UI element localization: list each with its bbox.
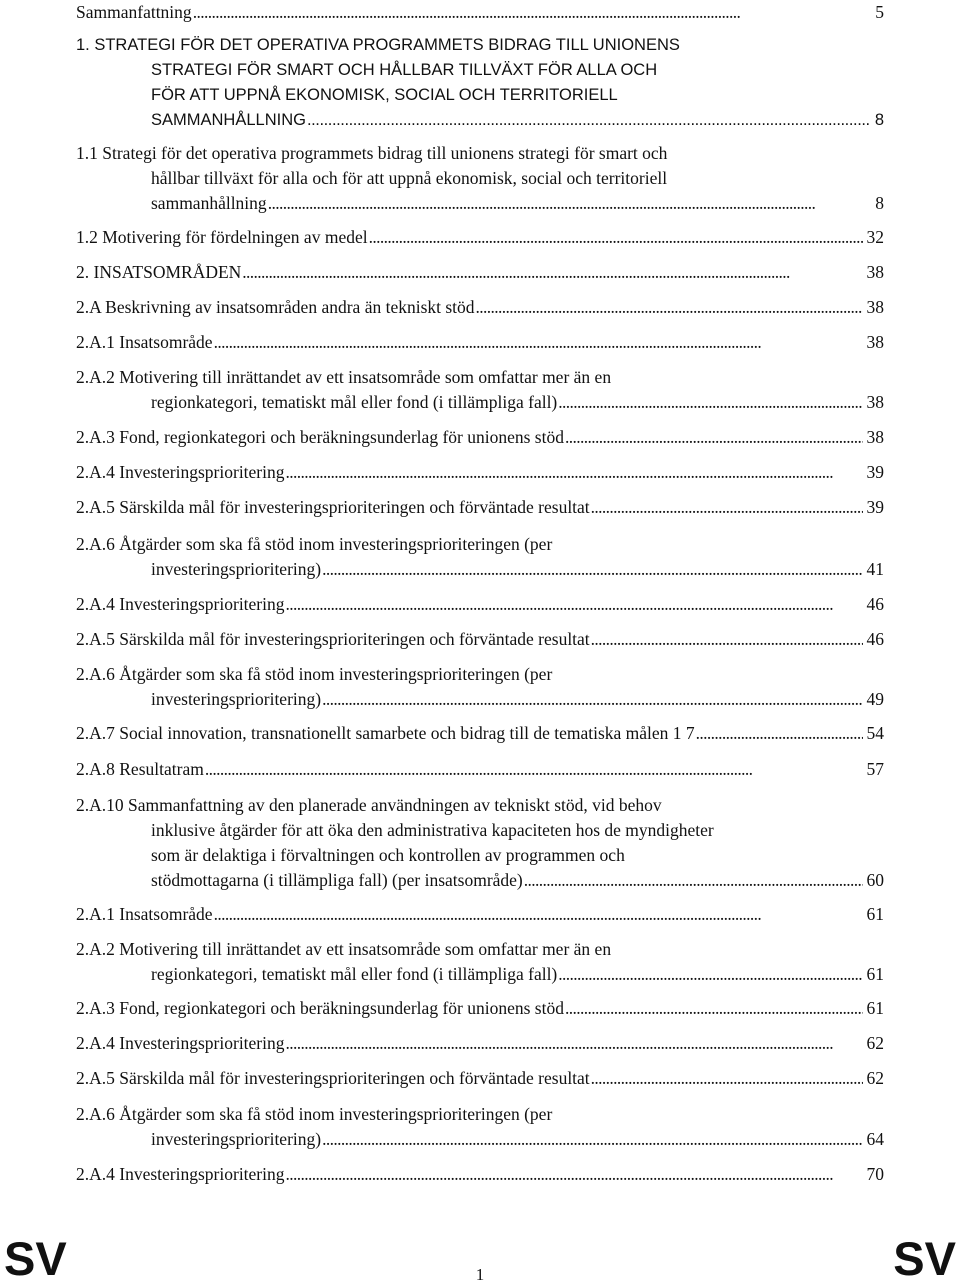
toc-entry-line [76, 58, 884, 83]
toc-entry-line [76, 557, 884, 582]
toc-entry-title: 2.A.2 Motivering till inrättandet av ett insatsområde som omfattar mer än en [76, 939, 612, 959]
toc-entry-line [76, 592, 884, 617]
toc-entry-title: som är delaktiga i förvaltningen och kontrollen av programmen och [151, 845, 625, 865]
toc-entry-line [76, 108, 884, 133]
toc-entry[interactable] [76, 141, 884, 216]
toc-entry-line [76, 902, 884, 927]
toc-leader [205, 757, 863, 782]
toc-entry-line [76, 721, 884, 746]
toc-entry-line [76, 843, 884, 868]
toc-entry[interactable] [76, 33, 884, 133]
toc-leader [591, 627, 863, 652]
toc-entry[interactable] [76, 937, 884, 987]
toc-leader [322, 557, 862, 582]
footer-language-mark-left: SV [4, 1232, 67, 1285]
toc-leader [286, 1031, 863, 1056]
toc-page-number: 46 [866, 629, 884, 649]
toc-entry-line [76, 225, 884, 250]
toc-entry-title: investeringsprioritering) [151, 689, 322, 709]
toc-entry-line [76, 390, 884, 415]
toc-entry-line [76, 868, 884, 893]
toc-leader [591, 1066, 863, 1091]
toc-leader [214, 902, 863, 927]
toc-entry-title: 1.1 Strategi för det operativa programmets bidrag till unionens strategi för smart och [76, 143, 668, 163]
toc-entry-title: investeringsprioritering) [151, 559, 322, 579]
toc-page-number: 8 [874, 111, 884, 129]
toc-page-number: 54 [866, 723, 884, 743]
toc-entry-line [76, 83, 884, 108]
toc-page-number: 61 [866, 964, 884, 984]
toc-leader [286, 460, 863, 485]
toc-entry-title: investeringsprioritering) [151, 1129, 322, 1149]
toc-entry-title: inklusive åtgärder för att öka den administrativa kapaciteten hos de myndigheter [151, 820, 714, 840]
toc-page-number: 62 [866, 1033, 884, 1053]
toc-entry-line [76, 757, 884, 782]
toc-leader [696, 721, 863, 746]
toc-page-number: 38 [866, 262, 884, 282]
toc-entry-line [76, 460, 884, 485]
toc-entry[interactable] [76, 902, 884, 927]
toc-entry-line [76, 627, 884, 652]
toc-leader [565, 425, 863, 450]
toc-leader [322, 687, 862, 712]
toc-page-number: 38 [866, 332, 884, 352]
toc-entry[interactable] [76, 460, 884, 485]
toc-leader [322, 1127, 862, 1152]
toc-entry[interactable] [76, 495, 884, 520]
toc-page-number: 46 [866, 594, 884, 614]
toc-page-number: 60 [866, 870, 884, 890]
toc-leader [268, 191, 872, 216]
toc-entry-line [76, 937, 884, 962]
toc-leader [193, 0, 872, 25]
toc-page-number: 64 [866, 1129, 884, 1149]
toc-page-number: 49 [866, 689, 884, 709]
toc-entry-line [76, 295, 884, 320]
page-number: 1 [475, 1265, 485, 1284]
toc-entry-line [76, 1127, 884, 1152]
toc-entry-line [76, 818, 884, 843]
toc-entry[interactable] [76, 1162, 884, 1187]
toc-entry-title: 2.A.1 Insatsområde [76, 332, 213, 352]
toc-entry-title: 2.A.6 Åtgärder som ska få stöd inom investeringsprioriteringen (per [76, 534, 553, 554]
toc-entry-title: FÖR ATT UPPNÅ EKONOMISK, SOCIAL OCH TERRITORIELL [151, 86, 618, 104]
toc-entry[interactable] [76, 295, 884, 320]
toc-entry-line [76, 425, 884, 450]
toc-entry[interactable] [76, 0, 884, 25]
toc-entry-line [76, 260, 884, 285]
toc-entry-line [76, 1066, 884, 1091]
toc-entry-title: 2.A.1 Insatsområde [76, 904, 213, 924]
toc-leader [214, 330, 863, 355]
toc-entry-title: STRATEGI FÖR SMART OCH HÅLLBAR TILLVÄXT FÖR ALLA OCH [151, 61, 658, 79]
toc-page-number: 62 [866, 1068, 884, 1088]
toc-entry-title: 2.A.5 Särskilda mål för investeringsprioriteringen och förväntade resultat [76, 629, 590, 649]
toc-page-number: 8 [875, 193, 884, 213]
toc-entry-title: 2.A.7 Social innovation, transnationellt samarbete och bidrag till de tematiska målen 1 7 [76, 723, 695, 743]
toc-entry[interactable] [76, 425, 884, 450]
toc-entry-title: sammanhållning [151, 193, 267, 213]
toc-leader [524, 868, 863, 893]
toc-page-number: 41 [866, 559, 884, 579]
toc-entry-title: regionkategori, tematiskt mål eller fond (i tillämpliga fall) [151, 392, 558, 412]
toc-entry[interactable] [76, 1066, 884, 1091]
toc-entry-title: 2.A.6 Åtgärder som ska få stöd inom investeringsprioriteringen (per [76, 664, 553, 684]
toc-page-number: 38 [866, 427, 884, 447]
toc-leader [476, 295, 863, 320]
toc-entry-line [76, 365, 884, 390]
toc-entry[interactable] [76, 225, 884, 250]
toc-page-number: 38 [866, 392, 884, 412]
toc-page-number: 61 [866, 904, 884, 924]
toc-entry-line [76, 141, 884, 166]
toc-entry-title: stödmottagarna (i tillämpliga fall) (per insatsområde) [151, 870, 523, 890]
toc-page-number: 61 [866, 998, 884, 1018]
toc-entry[interactable] [76, 627, 884, 652]
toc-entry-line [76, 996, 884, 1021]
toc-entry[interactable] [76, 793, 884, 893]
toc-leader [558, 390, 862, 415]
toc-entry-title: 2.A.4 Investeringsprioritering [76, 462, 285, 482]
toc-entry-line [76, 532, 884, 557]
toc-entry-line [76, 191, 884, 216]
toc-entry-line [76, 1162, 884, 1187]
toc-entry[interactable] [76, 996, 884, 1021]
toc-entry-title: 2.A.2 Motivering till inrättandet av ett insatsområde som omfattar mer än en [76, 367, 612, 387]
toc-entry[interactable] [76, 532, 884, 582]
toc-entry-title: 2.A.4 Investeringsprioritering [76, 594, 285, 614]
toc-entry-title: 2.A.6 Åtgärder som ska få stöd inom investeringsprioriteringen (per [76, 1104, 553, 1124]
toc-entry-line [76, 0, 884, 25]
toc-entry[interactable] [76, 260, 884, 285]
toc-leader [591, 495, 863, 520]
toc-entry-title: hållbar tillväxt för alla och för att uppnå ekonomisk, social och territoriell [151, 168, 668, 188]
toc-leader [565, 996, 863, 1021]
toc-page-number: 39 [866, 462, 884, 482]
toc-entry-title: 1. STRATEGI FÖR DET OPERATIVA PROGRAMMETS BIDRAG TILL UNIONENS [76, 36, 680, 54]
toc-entry[interactable] [76, 592, 884, 617]
toc-entry-line [76, 495, 884, 520]
toc-entry[interactable] [76, 365, 884, 415]
toc-entry[interactable] [76, 662, 884, 712]
toc-entry[interactable] [76, 1031, 884, 1056]
toc-entry-title: SAMMANHÅLLNING [151, 111, 306, 129]
toc-entry-title: 2.A.5 Särskilda mål för investeringsprioriteringen och förväntade resultat [76, 497, 590, 517]
toc-leader [286, 1162, 863, 1187]
toc-entry-line [76, 1031, 884, 1056]
footer-language-mark-right: SV [893, 1232, 956, 1285]
toc-entry-title: 2.A.3 Fond, regionkategori och beräkningsunderlag för unionens stöd [76, 998, 564, 1018]
toc-page-number: 32 [866, 227, 884, 247]
toc-leader [307, 108, 871, 133]
toc-entry-line [76, 962, 884, 987]
toc-entry-line [76, 1102, 884, 1127]
toc-leader [242, 260, 862, 285]
toc-entry[interactable] [76, 330, 884, 355]
toc-entry-line [76, 662, 884, 687]
toc-leader [558, 962, 862, 987]
toc-entry-title: 1.2 Motivering för fördelningen av medel [76, 227, 368, 247]
toc-leader [286, 592, 863, 617]
toc-page-number: 39 [866, 497, 884, 517]
toc-page-number: 70 [866, 1164, 884, 1184]
toc-entry-line [76, 687, 884, 712]
toc-page-number: 57 [866, 759, 884, 779]
toc-entry-title: 2.A.8 Resultatram [76, 759, 204, 779]
toc-entry-line [76, 33, 884, 58]
toc-entry-title: 2.A.3 Fond, regionkategori och beräkningsunderlag för unionens stöd [76, 427, 564, 447]
toc-entry-line [76, 330, 884, 355]
toc-entry-title: 2.A Beskrivning av insatsområden andra än tekniskt stöd [76, 297, 475, 317]
toc-entry-title: 2.A.10 Sammanfattning av den planerade användningen av tekniskt stöd, vid behov [76, 795, 662, 815]
toc-entry-line [76, 793, 884, 818]
toc-entry[interactable] [76, 721, 884, 746]
toc-entry-title: 2.A.4 Investeringsprioritering [76, 1033, 285, 1053]
toc-entry-title: 2. INSATSOMRÅDEN [76, 262, 242, 282]
toc-entry[interactable] [76, 1102, 884, 1152]
toc-entry-line [76, 166, 884, 191]
toc-entry-title: 2.A.4 Investeringsprioritering [76, 1164, 285, 1184]
toc-entry-title: regionkategori, tematiskt mål eller fond (i tillämpliga fall) [151, 964, 558, 984]
toc-entry[interactable] [76, 757, 884, 782]
toc-page-number: 5 [875, 2, 884, 22]
toc-entry-title: 2.A.5 Särskilda mål för investeringsprioriteringen och förväntade resultat [76, 1068, 590, 1088]
toc-page-number: 38 [866, 297, 884, 317]
toc-entry-title: Sammanfattning [76, 2, 192, 22]
toc-leader [369, 225, 863, 250]
